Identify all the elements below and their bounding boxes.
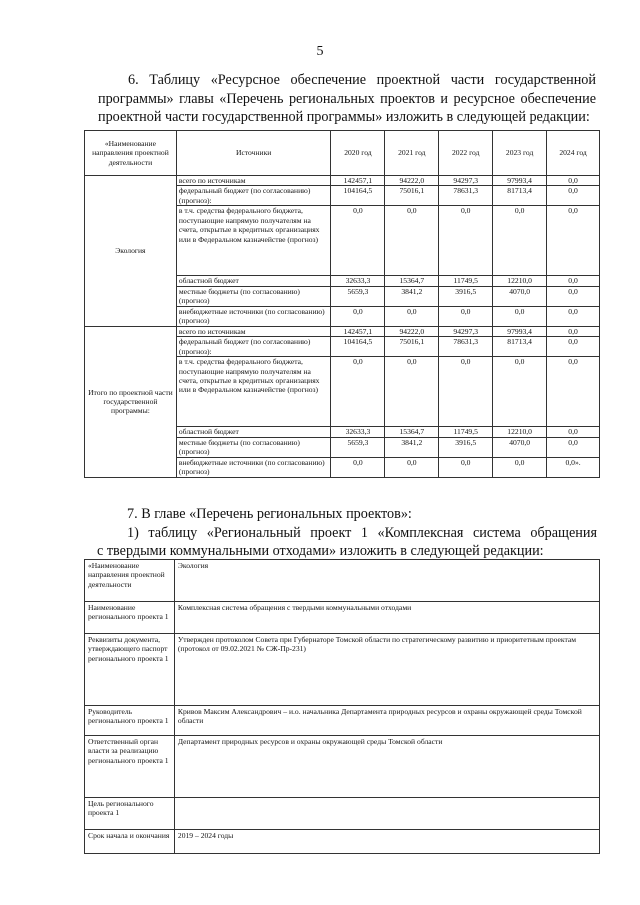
paragraph-line: программы» главы «Перечень региональных проектов и ресурсное обеспечение: [98, 90, 596, 107]
value-cell: 11749,5: [439, 427, 493, 437]
source-cell: в т.ч. средства федерального бюджета, поступающие напрямую получателям на счета, открытые в кредитных организациях или в Федеральном казначействе (прогноз): [176, 206, 331, 276]
project-table: [84, 559, 600, 854]
row-value-cell: Кривов Максим Александрович – и.о. начальника Департамента природных ресурсов и охраны окружающей среды Томской области: [174, 706, 599, 736]
source-cell: областной бюджет: [176, 427, 331, 437]
value-cell: 75016,1: [385, 186, 439, 206]
value-cell: 0,0: [439, 306, 493, 326]
paragraph-line: с твердыми коммунальными отходами» изложить в следующей редакции:: [97, 543, 544, 559]
column-header: 2024 год: [547, 131, 600, 176]
value-cell: 0,0: [547, 337, 600, 357]
value-cell: 0,0: [493, 206, 547, 276]
value-cell: 0,0: [547, 326, 600, 336]
value-cell: 0,0: [439, 457, 493, 477]
value-cell: 0,0: [547, 176, 600, 186]
direction-name-cell: Итого по проектной части государственной программы:: [85, 326, 177, 477]
value-cell: 0,0: [385, 457, 439, 477]
value-cell: 0,0: [331, 206, 385, 276]
value-cell: 94222,0: [385, 326, 439, 336]
column-header: 2021 год: [385, 131, 439, 176]
section-7-paragraph: [97, 505, 597, 561]
column-header: Источники: [176, 131, 331, 176]
value-cell: 0,0: [547, 206, 600, 276]
value-cell: 0,0: [547, 186, 600, 206]
section-6-paragraph: [98, 71, 596, 127]
source-cell: в т.ч. средства федерального бюджета, поступающие напрямую получателям на счета, открытые в кредитных организациях или в Федеральном казначействе (прогноз): [176, 357, 331, 427]
paragraph-line: проектной части государственной программы» изложить в следующей редакции:: [98, 109, 590, 125]
row-value-cell: Департамент природных ресурсов и охраны окружающей среды Томской области: [174, 736, 599, 798]
row-value-cell: [174, 798, 599, 830]
row-value-cell: 2019 – 2024 годы: [174, 830, 599, 854]
value-cell: 0,0: [493, 306, 547, 326]
value-cell: 15364,7: [385, 276, 439, 286]
value-cell: 104164,5: [331, 186, 385, 206]
column-header: 2020 год: [331, 131, 385, 176]
value-cell: 0,0: [547, 306, 600, 326]
column-header: «Наименование направления проектной деятельности: [85, 131, 177, 176]
value-cell: 0,0: [547, 427, 600, 437]
row-label-cell: Ответственный орган власти за реализацию регионального проекта 1: [85, 736, 175, 798]
table-row: [85, 798, 600, 830]
table-row: [85, 560, 600, 602]
value-cell: 0,0».: [547, 457, 600, 477]
paragraph-line: 6. Таблицу «Ресурсное обеспечение проектной части государственной: [128, 72, 596, 88]
row-label-cell: «Наименование направления проектной деятельности: [85, 560, 175, 602]
value-cell: 0,0: [439, 357, 493, 427]
value-cell: 97993,4: [493, 326, 547, 336]
value-cell: 15364,7: [385, 427, 439, 437]
row-label-cell: Цель регионального проекта 1: [85, 798, 175, 830]
value-cell: 3841,2: [385, 286, 439, 306]
row-value-cell: Комплексная система обращения с твердыми коммунальными отходами: [174, 602, 599, 634]
value-cell: 0,0: [331, 457, 385, 477]
resource-table: [84, 130, 600, 478]
value-cell: 94297,3: [439, 176, 493, 186]
source-cell: областной бюджет: [176, 276, 331, 286]
value-cell: 94222,0: [385, 176, 439, 186]
value-cell: 0,0: [547, 286, 600, 306]
table-row: [85, 736, 600, 798]
value-cell: 11749,5: [439, 276, 493, 286]
value-cell: 0,0: [493, 457, 547, 477]
value-cell: 94297,3: [439, 326, 493, 336]
table-row: [85, 634, 600, 706]
source-cell: местные бюджеты (по согласованию) (прогноз): [176, 286, 331, 306]
value-cell: 12210,0: [493, 276, 547, 286]
value-cell: 0,0: [385, 357, 439, 427]
value-cell: 0,0: [547, 276, 600, 286]
value-cell: 5659,3: [331, 286, 385, 306]
value-cell: 142457,1: [331, 326, 385, 336]
page-number: 5: [316, 44, 324, 59]
column-header: 2023 год: [493, 131, 547, 176]
source-cell: федеральный бюджет (по согласованию) (прогноз):: [176, 337, 331, 357]
source-cell: местные бюджеты (по согласованию) (прогноз): [176, 437, 331, 457]
value-cell: 0,0: [331, 357, 385, 427]
value-cell: 97993,4: [493, 176, 547, 186]
value-cell: 142457,1: [331, 176, 385, 186]
value-cell: 0,0: [547, 357, 600, 427]
value-cell: 3841,2: [385, 437, 439, 457]
value-cell: 0,0: [547, 437, 600, 457]
value-cell: 78631,3: [439, 337, 493, 357]
table-row: [85, 602, 600, 634]
value-cell: 3916,5: [439, 437, 493, 457]
row-value-cell: Утвержден протоколом Совета при Губернаторе Томской области по стратегическому развитию и приоритетным проектам (протокол от 09.02.2021 № СЖ-Пр-231): [174, 634, 599, 706]
value-cell: 0,0: [439, 206, 493, 276]
value-cell: 81713,4: [493, 337, 547, 357]
value-cell: 4070,0: [493, 286, 547, 306]
source-cell: всего по источникам: [176, 326, 331, 336]
value-cell: 0,0: [385, 306, 439, 326]
column-header: 2022 год: [439, 131, 493, 176]
value-cell: 81713,4: [493, 186, 547, 206]
value-cell: 0,0: [385, 206, 439, 276]
value-cell: 32633,3: [331, 276, 385, 286]
value-cell: 3916,5: [439, 286, 493, 306]
table-row: [85, 830, 600, 854]
value-cell: 5659,3: [331, 437, 385, 457]
row-label-cell: Срок начала и окончания: [85, 830, 175, 854]
value-cell: 0,0: [493, 357, 547, 427]
value-cell: 12210,0: [493, 427, 547, 437]
table-row: [85, 176, 600, 186]
value-cell: 4070,0: [493, 437, 547, 457]
value-cell: 104164,5: [331, 337, 385, 357]
paragraph-line: 7. В главе «Перечень региональных проектов»:: [127, 506, 412, 522]
row-label-cell: Руководитель регионального проекта 1: [85, 706, 175, 736]
table-row: [85, 706, 600, 736]
source-cell: внебюджетные источники (по согласованию) (прогноз): [176, 457, 331, 477]
table-row: [85, 326, 600, 336]
value-cell: 0,0: [331, 306, 385, 326]
value-cell: 75016,1: [385, 337, 439, 357]
source-cell: внебюджетные источники (по согласованию) (прогноз): [176, 306, 331, 326]
row-label-cell: Реквизиты документа, утверждающего паспорт регионального проекта 1: [85, 634, 175, 706]
value-cell: 32633,3: [331, 427, 385, 437]
source-cell: федеральный бюджет (по согласованию) (прогноз):: [176, 186, 331, 206]
row-value-cell: Экология: [174, 560, 599, 602]
table-header-row: [85, 131, 600, 176]
paragraph-line: 1) таблицу «Региональный проект 1 «Комплексная система обращения: [127, 524, 597, 541]
value-cell: 78631,3: [439, 186, 493, 206]
direction-name-cell: Экология: [85, 176, 177, 327]
source-cell: всего по источникам: [176, 176, 331, 186]
row-label-cell: Наименование регионального проекта 1: [85, 602, 175, 634]
